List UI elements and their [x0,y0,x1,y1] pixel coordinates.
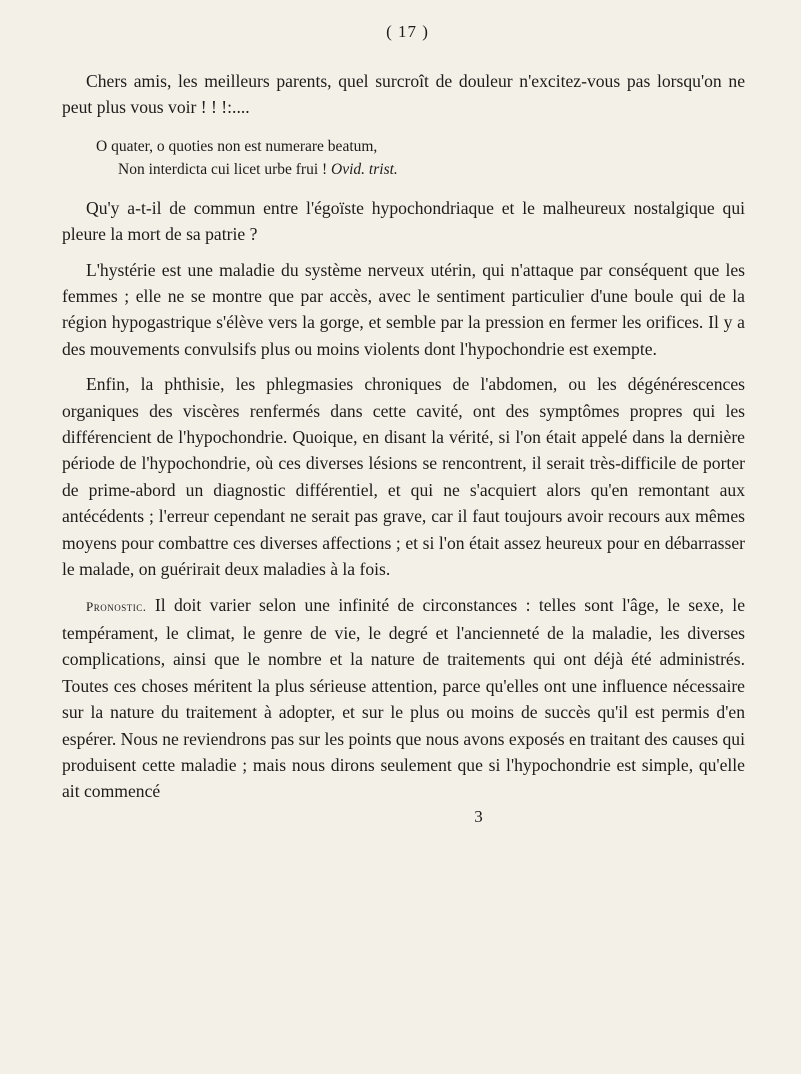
signature-mark: 3 [474,806,483,826]
prognosis-text: Il doit varier selon une infinité de circonstances : telles sont l'âge, le sexe, le tempérament, le climat, le genre de vie, le degré et l'ancienneté de la maladie, les diverses complications, ainsi que le nombre et la nature de traitements qui ont déjà été administrés. Toutes ces choses méritent la plus sérieuse attention, parce qu'elles ont une influence nécessaire sur la nature du traitement à adopter, et sur le plus ou moins de succès qu'il est permis d'en espérer. Nous ne reviendrons pas sur les points que nous avons exposés en traitant des causes qui produisent cette maladie ; mais nous dirons seulement que si l'hypochondrie est simple, qu'elle ait commencé [62,594,745,802]
page-number: ( 17 ) [386,22,429,41]
prognosis-label: Pronostic. [86,598,147,614]
latin-quotation [62,135,745,181]
paragraph-lament: Chers amis, les meilleurs parents, quel surcroît de douleur n'excitez-vous pas lorsqu'on ne peut plus vous voir ! ! !:.... [62,71,745,118]
quote-source: Ovid. trist. [331,160,398,178]
quote-line-1: O quater, o quoties non est numerare beatum, [96,137,378,155]
paragraph-phthisis: Enfin, la phthisie, les phlegmasies chroniques de l'abdomen, ou les dégénérescences organiques des viscères renfermés dans cette cavité, ont des symptômes propres qui les différencient de l'hypochondrie. Quoique, en disant la vérité, si l'on était appelé dans la dernière période de l'hypochondrie, où ces diverses lésions se rencontrent, il serait très-difficile de porter de prime-abord un diagnostic différentiel, et qui ne s'acquiert alors qu'en remontant aux antécédents ; l'erreur cependant ne serait pas grave, car il faut toujours avoir recours aux mêmes moyens pour combattre ces diverses affections ; et si l'on était assez heureux pour en débarrasser le malade, on guérirait deux maladies à la fois. [62,374,745,580]
quote-line-2-text: Non interdicta cui licet urbe frui ! [118,160,328,178]
paragraph-hysteria: L'hystérie est une maladie du système nerveux utérin, qui n'attaque par conséquent que les femmes ; elle ne se montre que par accès, avec le sentiment particulier d'une boule qui de la région hypogastrique s'élève vers la gorge, et semble par la pression en fermer les orifices. Il y a des mouvements convulsifs plus ou moins violents dont l'hypochondrie est exempte. [62,259,745,359]
paragraph-prognosis [62,592,745,805]
paragraph-egoist: Qu'y a-t-il de commun entre l'égoïste hypochondriaque et le malheureux nostalgique qui pleure la mort de sa patrie ? [62,197,745,245]
quote-line-2 [96,158,745,181]
